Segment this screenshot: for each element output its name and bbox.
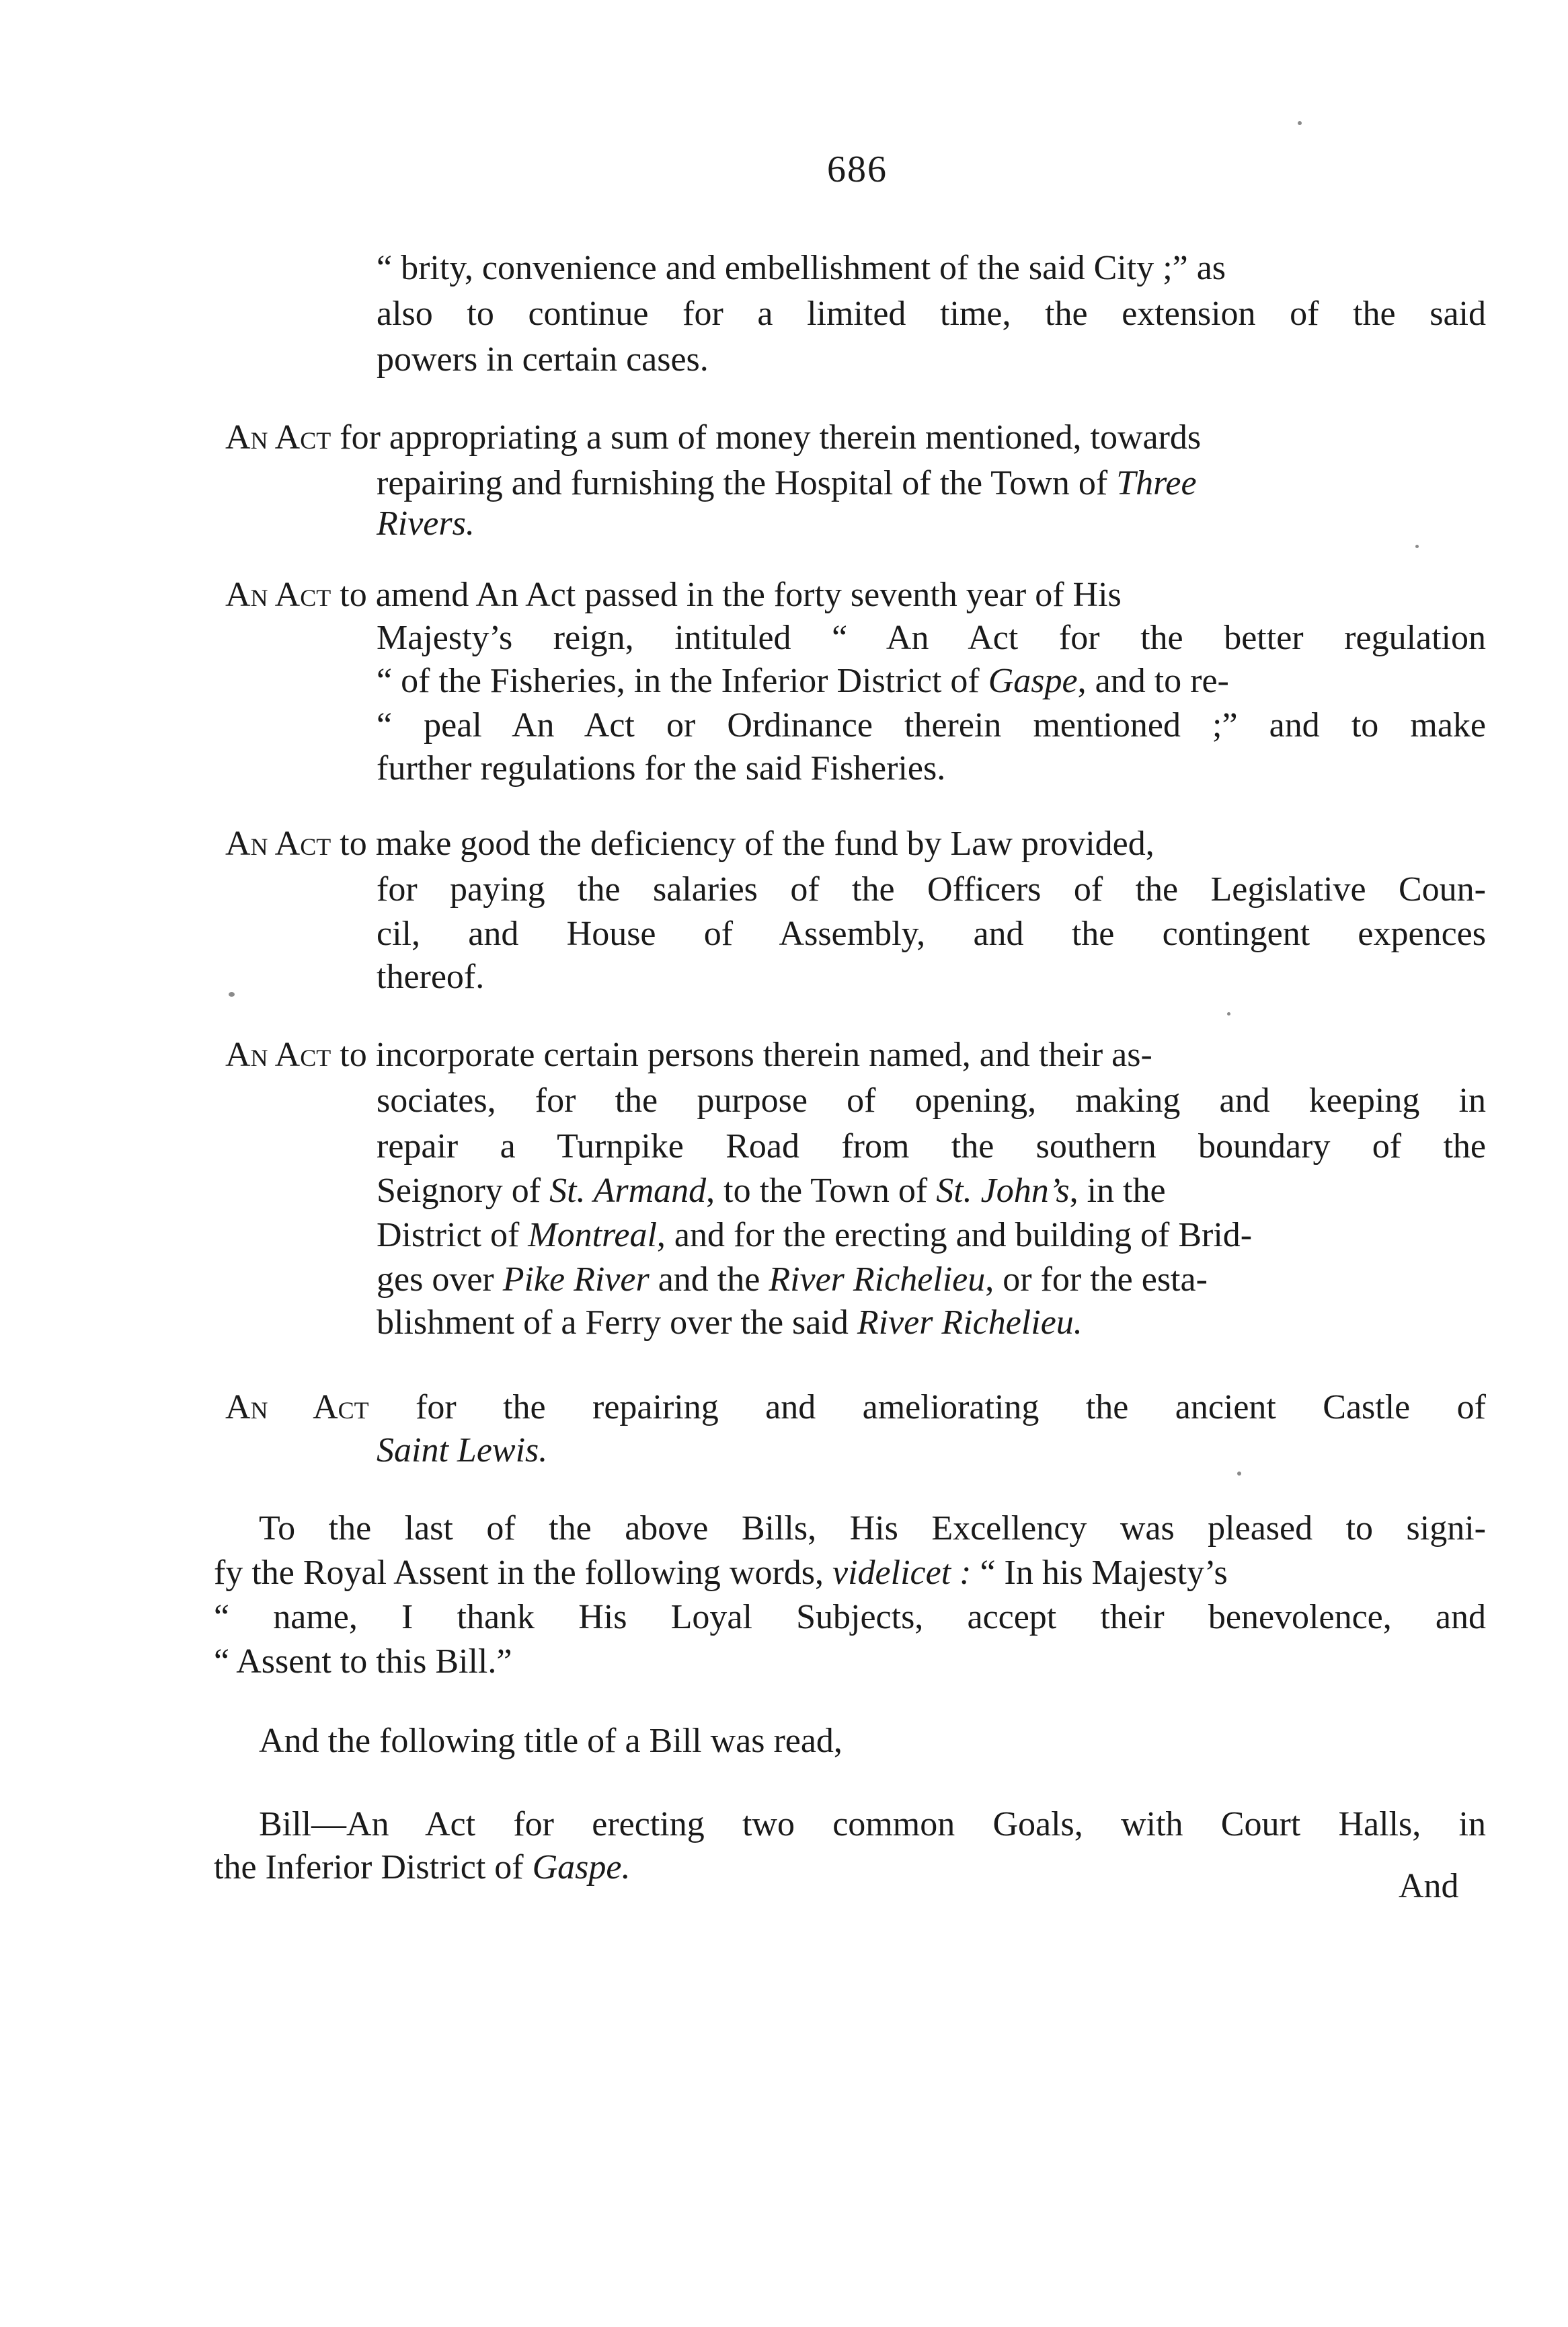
text-line — [214, 1845, 631, 1890]
text-line — [225, 573, 1486, 617]
text-span: , in the — [1069, 1172, 1166, 1210]
text-line — [377, 1213, 1486, 1258]
text-span: , to the Town of — [706, 1172, 937, 1210]
text-span: to incorporate certain persons therein named, and their as- — [340, 1036, 1152, 1074]
scan-speck — [1298, 121, 1302, 125]
text-line: And the following title of a Bill was read, — [259, 1722, 842, 1760]
text-span: repairing and furnishing the Hospital of the Town of — [377, 464, 1117, 502]
text-span: to amend An Act passed in the forty seventh year of His — [340, 576, 1122, 614]
text-span: “ In his Majesty’s — [971, 1554, 1228, 1592]
act-heading: An Act — [225, 418, 331, 457]
act-heading: An Act — [225, 576, 331, 614]
text-span: , or for the esta- — [985, 1260, 1208, 1299]
place-name: Three — [1116, 464, 1197, 502]
text-line — [214, 1551, 1486, 1595]
text-line: powers in certain cases. — [377, 340, 709, 379]
text-span: ges over — [377, 1260, 503, 1299]
text-line — [377, 1301, 1083, 1345]
text-line — [377, 461, 1486, 506]
text-line — [377, 502, 475, 546]
page-number: 686 — [827, 149, 888, 190]
text-line — [225, 1385, 1486, 1430]
text-span: Seignory of — [377, 1172, 550, 1210]
place-name: St. John’s — [936, 1172, 1070, 1210]
text-span: fy the Royal Assent in the following words, — [214, 1554, 833, 1592]
text-line — [377, 1428, 547, 1473]
text-line — [225, 416, 1486, 460]
text-line: repair a Turnpike Road from the southern boundary of the — [377, 1127, 1486, 1166]
text-span: to make good the deficiency of the fund by Law provided, — [340, 825, 1154, 863]
place-name: Saint Lewis. — [377, 1431, 548, 1470]
text-line: Bill—An Act for erecting two common Goals, with Court Halls, in — [259, 1805, 1486, 1843]
text-span: and the — [649, 1260, 769, 1299]
text-line: “ Assent to this Bill.” — [214, 1642, 512, 1681]
text-line: cil, and House of Assembly, and the contingent expences — [377, 915, 1486, 953]
text-line: “ name, I thank His Loyal Subjects, accept their benevolence, and — [214, 1598, 1486, 1636]
place-name: Rivers. — [377, 504, 475, 543]
text-span: the Inferior District of — [214, 1848, 533, 1886]
text-span: , and for the erecting and building of Brid- — [656, 1216, 1253, 1254]
scan-speck — [1237, 1472, 1241, 1476]
text-line — [225, 1033, 1486, 1077]
text-line: thereof. — [377, 958, 485, 996]
place-name: Gaspe. — [532, 1848, 631, 1886]
scan-speck — [1415, 545, 1419, 548]
catchword: And — [1399, 1867, 1459, 1905]
text-span: District of — [377, 1216, 528, 1254]
text-line — [225, 822, 1486, 866]
scan-speck — [229, 992, 235, 997]
scan-speck — [1227, 1012, 1230, 1016]
place-name: Pike River — [502, 1260, 650, 1299]
text-span: “ of the Fisheries, in the Inferior District of — [377, 662, 988, 700]
text-span: , and to re- — [1077, 662, 1229, 700]
place-name: St. Armand — [549, 1172, 707, 1210]
place-name: Montreal — [528, 1216, 657, 1254]
act-heading: An Act — [225, 1388, 369, 1426]
text-line — [377, 1169, 1486, 1213]
text-span: blishment of a Ferry over the said — [377, 1303, 857, 1342]
text-line: Majesty’s reign, intituled “ An Act for the better regulation — [377, 619, 1486, 657]
latin-term: videlicet : — [832, 1554, 972, 1592]
place-name: River Richelieu. — [857, 1303, 1083, 1342]
text-line: also to continue for a limited time, the extension of the said — [377, 295, 1486, 333]
place-name: River Richelieu — [769, 1260, 986, 1299]
text-line — [377, 659, 1486, 703]
place-name: Gaspe — [988, 662, 1078, 700]
text-line — [377, 1258, 1486, 1302]
text-span: for appropriating a sum of money therein mentioned, towards — [340, 418, 1202, 457]
text-line: “ brity, convenience and embellishment of the said City ;” as — [377, 249, 1226, 287]
text-line: for paying the salaries of the Officers of the Legislative Coun- — [377, 870, 1486, 909]
act-heading: An Act — [225, 825, 331, 863]
act-heading: An Act — [225, 1036, 331, 1074]
text-line: further regulations for the said Fisheries. — [377, 749, 946, 788]
text-span: for the repairing and ameliorating the ancient Castle of — [416, 1388, 1486, 1426]
text-line: “ peal An Act or Ordinance therein mentioned ;” and to make — [377, 706, 1486, 745]
text-line: sociates, for the purpose of opening, making and keeping in — [377, 1081, 1486, 1120]
text-line: To the last of the above Bills, His Excellency was pleased to signi- — [259, 1509, 1486, 1548]
